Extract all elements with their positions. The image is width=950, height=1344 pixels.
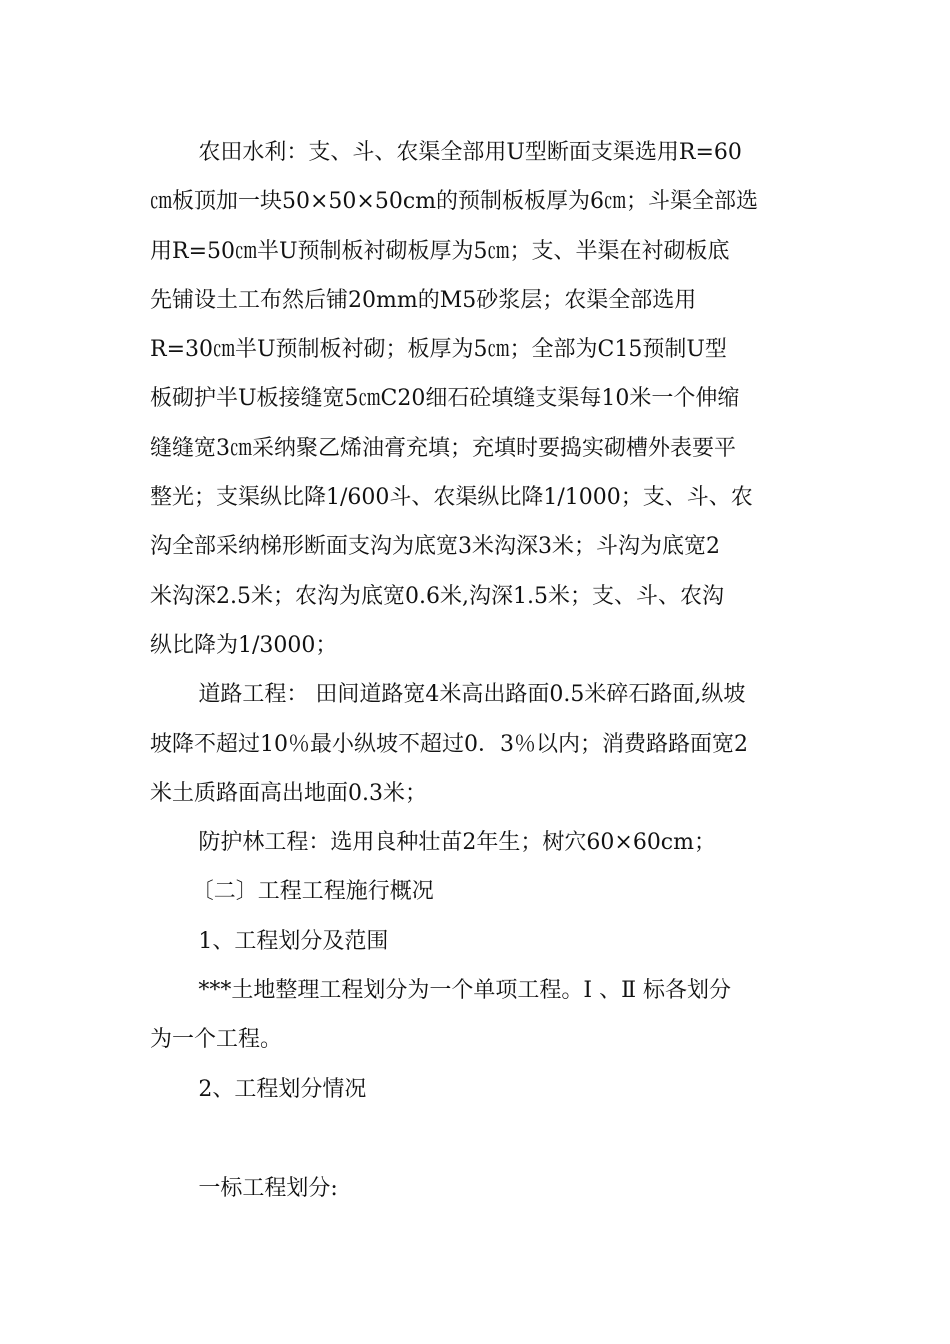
text-line: 一标工程划分: (198, 1175, 338, 1201)
text-line: 纵比降为1/3000； (150, 632, 338, 658)
text-line: 缝缝宽3㎝采纳聚乙烯油膏充填；充填时要捣实砌槽外表要平 (150, 435, 736, 461)
text-line: 米沟深2.5米；农沟为底宽0.6米,沟深1.5米；支、斗、农沟 (150, 583, 724, 609)
text-line: 防护林工程：选用良种壮苗2年生；树穴60×60cm； (198, 830, 716, 856)
text-line: ***土地整理工程划分为一个单项工程。Ⅰ 、Ⅱ 标各划分 (198, 978, 732, 1004)
paragraph-irrigation (150, 128, 800, 670)
text-line: 米土质路面高出地面0.3米； (150, 780, 427, 806)
text-line: 先铺设土工布然后铺20mm的M5砂浆层；农渠全部选用 (150, 287, 697, 313)
paragraph-lot-one (150, 1164, 800, 1213)
text-line: 〔二〕工程工程施行概况 (191, 879, 434, 905)
section-heading (150, 867, 800, 916)
text-line: 板砌护半U板接缝宽5㎝C20细石砼填缝支渠每10米一个伸缩 (150, 386, 740, 412)
paragraph-roads (150, 670, 800, 818)
text-line: 用R=50㎝半U预制板衬砌板厚为5㎝；支、半渠在衬砌板底 (150, 238, 730, 264)
blank-line (150, 1114, 800, 1164)
paragraph-division (150, 966, 800, 1065)
text-line: 2、工程划分情况 (198, 1076, 367, 1102)
subsection-heading (150, 1065, 800, 1114)
text-line: 坡降不超过10％最小纵坡不超过0．3％以内；消费路路面宽2 (150, 731, 748, 757)
text-line: 沟全部采纳梯形断面支沟为底宽3米沟深3米；斗沟为底宽2 (150, 534, 720, 560)
document-page (150, 128, 800, 1213)
text-line: ㎝板顶加一块50×50×50cm的预制板板厚为6㎝；斗渠全部选 (150, 189, 759, 215)
text-line: 整光；支渠纵比降1/600斗、农渠纵比降1/1000；支、斗、农 (150, 485, 753, 511)
text-line: 道路工程： 田间道路宽4米高出路面0.5米碎石路面,纵坡 (198, 682, 746, 708)
paragraph-shelterbelt (150, 818, 800, 867)
subsection-heading (150, 917, 800, 966)
text-line: 1、工程划分及范围 (198, 928, 389, 954)
text-line: 农田水利：支、斗、农渠全部用U型断面支渠选用R=60 (198, 140, 742, 165)
text-line: 为一个工程。 (150, 1027, 283, 1053)
text-line: R=30㎝半U预制板衬砌；板厚为5㎝；全部为C15预制U型 (150, 337, 727, 363)
